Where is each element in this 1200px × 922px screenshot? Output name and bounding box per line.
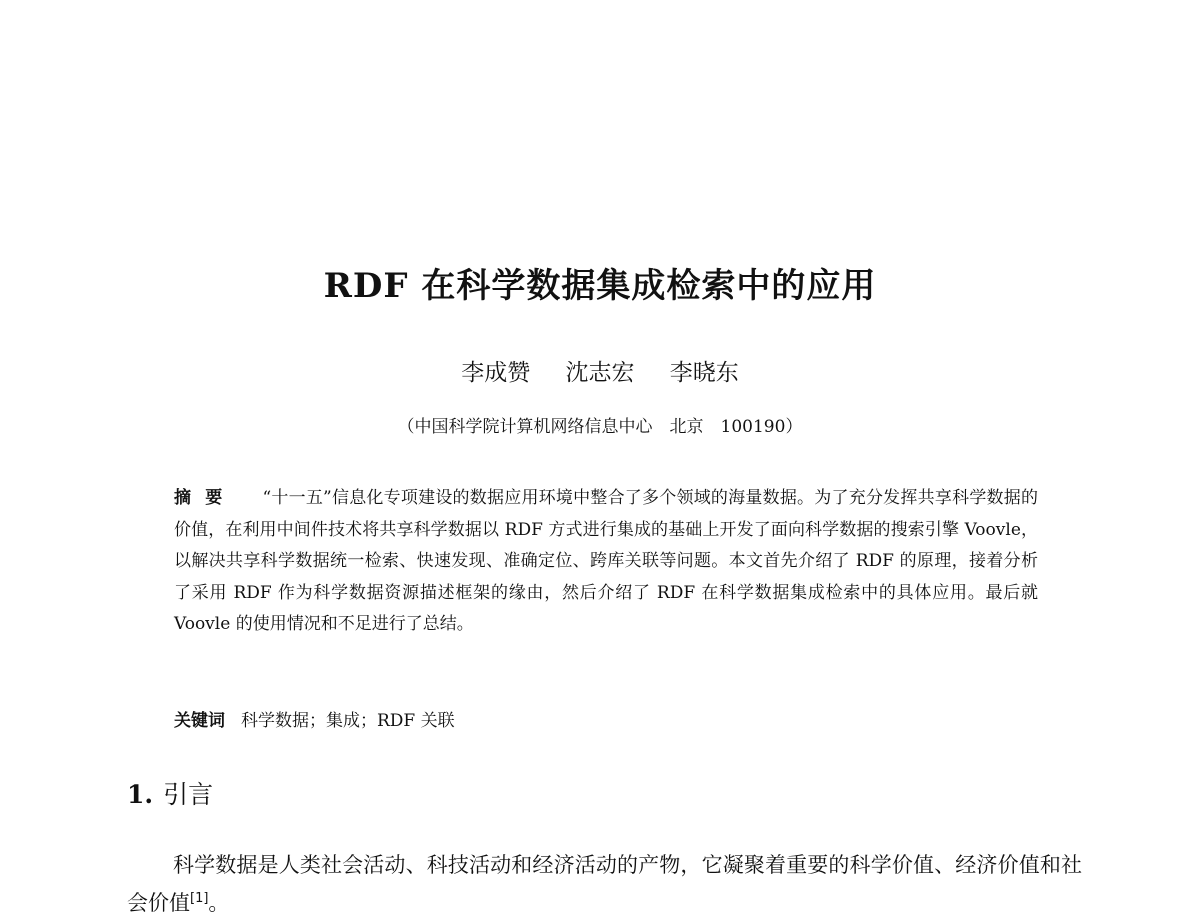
author-affiliation: （中国科学院计算机网络信息中心 北京 100190） bbox=[397, 417, 803, 437]
body-paragraph bbox=[127, 846, 1082, 922]
keywords bbox=[174, 706, 1038, 731]
section-title: 引言 bbox=[163, 780, 214, 809]
section-number: 1. bbox=[127, 780, 154, 809]
section-heading bbox=[127, 775, 213, 811]
paragraph-end: 。 bbox=[208, 891, 230, 915]
keywords-text: 科学数据；集成；RDF 关联 bbox=[241, 711, 455, 731]
paper-authors: 李成赞 沈志宏 李晓东 bbox=[461, 360, 739, 386]
abstract-label: 摘要 bbox=[174, 488, 237, 508]
citation-ref[interactable]: [1] bbox=[190, 891, 209, 906]
paragraph-text: 科学数据是人类社会活动、科技活动和经济活动的产物，它凝聚着重要的科学价值、经济价值和社会价值 bbox=[127, 853, 1082, 915]
abstract bbox=[174, 483, 1038, 641]
abstract-text: “十一五”信息化专项建设的数据应用环境中整合了多个领域的海量数据。为了充分发挥共享科学数据的价值，在利用中间件技术将共享科学数据以 RDF 方式进行集成的基础上开发了面向科学数据的搜索引擎 Voovle，以解决共享科学数据统一检索、快速发现、准确定位、跨库关联等问题。本文首先介绍了 RDF 的原理，接着分析了采用 RDF 作为科学数据资源描述框架的缘由，然后介绍了 RDF 在科学数据集成检索中的具体应用。最后就 Voovle 的使用情况和不足进行了总结。 bbox=[174, 488, 1038, 634]
keywords-label: 关键词 bbox=[174, 711, 225, 731]
paper-title: RDF 在科学数据集成检索中的应用 bbox=[323, 266, 877, 306]
